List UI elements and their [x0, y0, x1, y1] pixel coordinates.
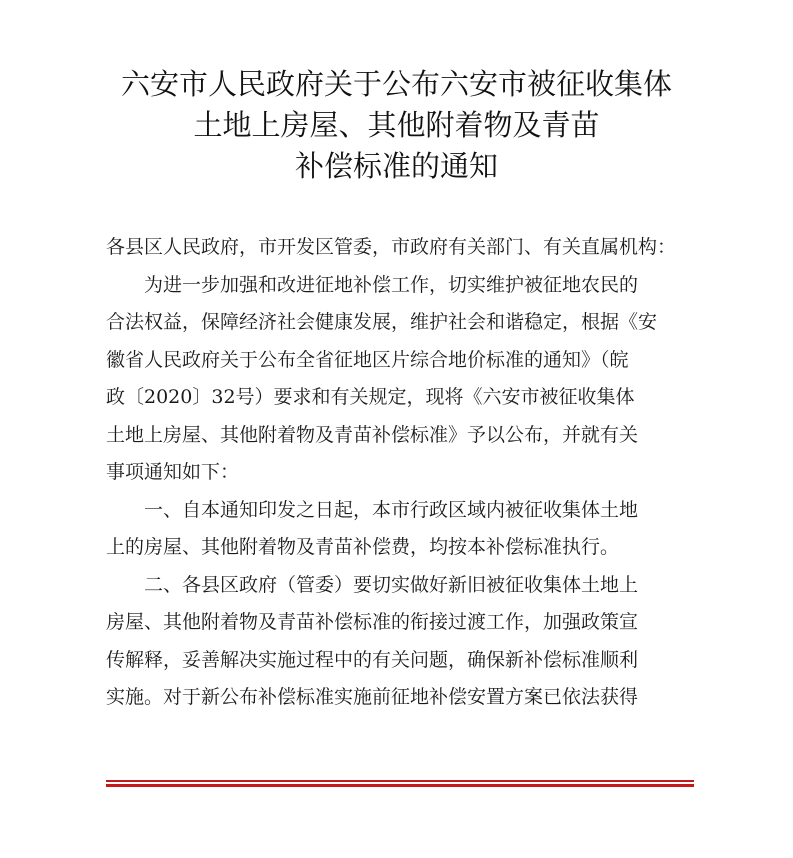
body-line: 土地上房屋、其他附着物及青苗补偿标准》予以公布，并就有关: [106, 423, 639, 446]
body-line: 传解释，妥善解决实施过程中的有关问题，确保新补偿标准顺利: [106, 648, 639, 671]
title-line-3: 补偿标准的通知: [294, 149, 498, 183]
document-body: [106, 229, 706, 717]
document-title: [0, 64, 793, 187]
title-line-2: 土地上房屋、其他附着物及青苗: [193, 108, 600, 142]
body-line: 事项通知如下：: [106, 461, 240, 483]
red-separator-rule: [106, 780, 694, 787]
body-line: 实施。对于新公布补偿标准实施前征地补偿安置方案已依法获得: [106, 686, 639, 708]
body-line: 政〔2020〕32号）要求和有关规定，现将《六安市被征收集体: [106, 386, 635, 408]
rule-thin-line: [106, 780, 694, 782]
rule-thick-line: [106, 784, 694, 787]
body-line: 上的房屋、其他附着物及青苗补偿费，均按本补偿标准执行。: [106, 536, 620, 558]
salutation-line: 各县区人民政府，市开发区管委，市政府有关部门、有关直属机构：: [106, 236, 677, 258]
body-line: 房屋、其他附着物及青苗补偿标准的衔接过渡工作，加强政策宣: [106, 611, 639, 633]
body-line: 一、自本通知印发之日起，本市行政区域内被征收集体土地: [106, 498, 639, 521]
body-line: 二、各县区政府（管委）要切实做好新旧被征收集体土地上: [106, 573, 639, 596]
body-line: 合法权益，保障经济社会健康发展，维护社会和谐稳定，根据《安: [106, 311, 658, 333]
title-line-1: 六安市人民政府关于公布六安市被征收集体: [120, 67, 672, 101]
body-line: 为进一步加强和改进征地补偿工作，切实维护被征地农民的: [106, 273, 639, 296]
body-line: 徽省人民政府关于公布全省征地区片综合地价标准的通知》（皖: [106, 348, 629, 371]
